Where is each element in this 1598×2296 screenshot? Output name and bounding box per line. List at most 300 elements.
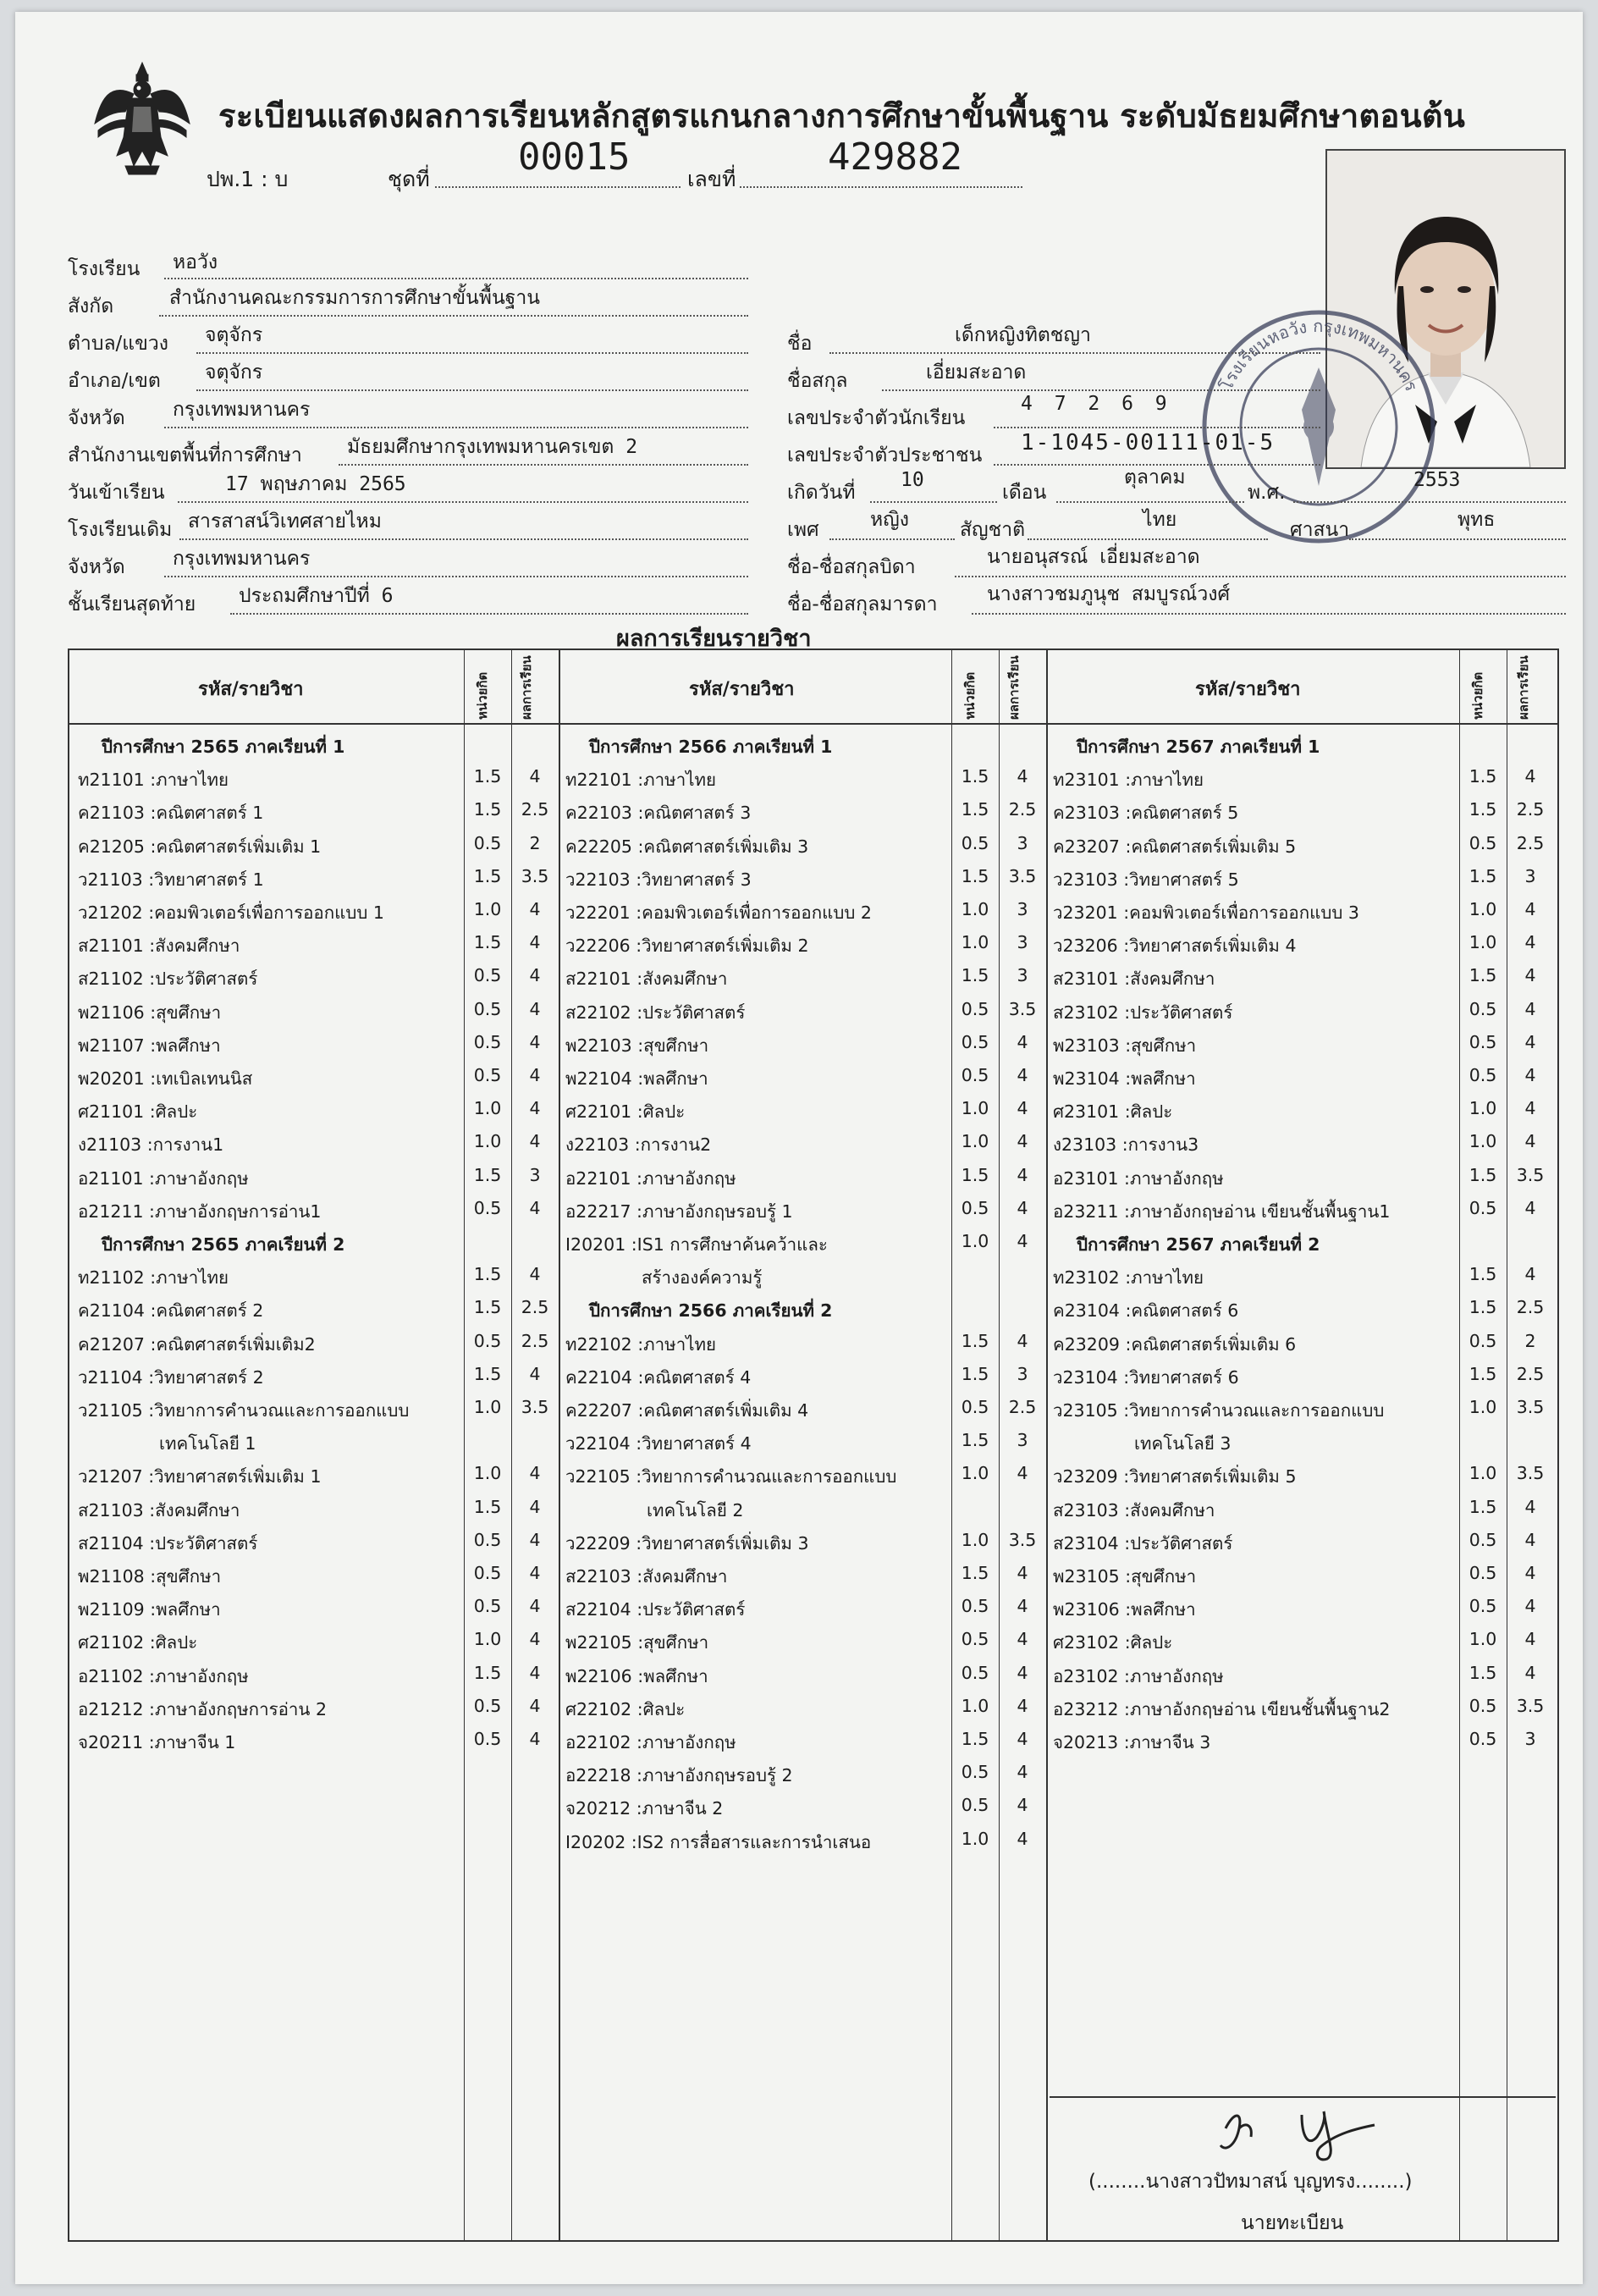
course-grade: 4 xyxy=(1017,1098,1028,1119)
enroll-date-value: 17 พฤษภาคม 2565 xyxy=(225,473,406,495)
course-code-name: ว23105 :วิทยาการคำนวณและการออกแบบ xyxy=(1053,1400,1385,1421)
course-credit: 1.5 xyxy=(961,766,989,787)
course-grade: 4 xyxy=(529,1596,541,1617)
course-credit: 0.5 xyxy=(473,1695,502,1716)
semester-heading-text: ปีการศึกษา 2565 ภาคเรียนที่ 1 xyxy=(102,737,345,757)
course-grade: 4 xyxy=(529,1363,541,1384)
course-credit: 0.5 xyxy=(1469,1596,1497,1617)
course-row xyxy=(1053,766,1556,795)
course-code-name: ส22103 :สังคมศึกษา xyxy=(565,1566,728,1587)
course-credit: 0.5 xyxy=(1469,1529,1497,1550)
course-credit: 1.5 xyxy=(473,766,502,787)
course-code-name: ท23101 :ภาษาไทย xyxy=(1053,770,1204,791)
course-code-name: ค22207 :คณิตศาสตร์เพิ่มเติม 4 xyxy=(565,1400,809,1421)
registrar-name: (........นางสาวปัทมาสน์ บุญทรง........) xyxy=(1088,2171,1413,2193)
course-credit: 0.5 xyxy=(473,998,502,1019)
course-grade: 2.5 xyxy=(1516,832,1545,853)
course-row xyxy=(1053,1198,1556,1227)
course-code-name: ง23103 :การงาน3 xyxy=(1053,1134,1199,1156)
course-grade: 3 xyxy=(1017,899,1028,919)
previous-province-value: กรุงเทพมหานคร xyxy=(173,548,311,570)
province-label: จังหวัด xyxy=(68,407,125,429)
course-row xyxy=(1053,1065,1556,1094)
birth-month-label: เดือน xyxy=(1002,482,1047,504)
course-row xyxy=(1053,1729,1556,1758)
stamp-text: โรงเรียนหอวัง กรุงเทพมหานคร xyxy=(1215,315,1422,395)
course-row xyxy=(1053,1098,1556,1127)
course-row xyxy=(565,899,1043,928)
course-row xyxy=(565,1165,1043,1194)
registrar-role: นายทะเบียน xyxy=(1241,2212,1344,2234)
course-grade: 4 xyxy=(1017,1729,1028,1749)
col3-credit-header: หน่วยกิต xyxy=(1470,671,1485,720)
mother-underline xyxy=(972,613,1566,615)
course-credit: 0.5 xyxy=(1469,1330,1497,1351)
course-code-name: อ21101 :ภาษาอังกฤษ xyxy=(78,1167,249,1189)
course-credit: 1.5 xyxy=(473,1662,502,1683)
course-grade: 4 xyxy=(1524,1529,1536,1550)
course-code-name: ว22209 :วิทยาศาสตร์เพิ่มเติม 3 xyxy=(565,1532,809,1554)
course-row xyxy=(78,1596,555,1625)
number-value: 429882 xyxy=(828,135,962,179)
course-credit: 1.5 xyxy=(473,1264,502,1285)
course-credit: 0.5 xyxy=(473,1596,502,1617)
course-grade: 4 xyxy=(1524,1563,1536,1583)
course-credit: 0.5 xyxy=(1469,998,1497,1019)
school-label: โรงเรียน xyxy=(68,258,141,280)
course-grade: 3 xyxy=(529,1164,541,1185)
father-underline xyxy=(955,576,1566,577)
course-credit: 1.5 xyxy=(1469,865,1497,886)
course-grade: 4 xyxy=(1017,1762,1028,1783)
course-row xyxy=(78,1165,555,1194)
course-grade: 2.5 xyxy=(521,799,549,820)
course-grade: 4 xyxy=(529,1098,541,1119)
col3-grade-header: ผลการเรียน xyxy=(1516,655,1531,720)
sex-underline xyxy=(829,538,955,540)
school-underline xyxy=(164,278,748,279)
course-row xyxy=(565,999,1043,1028)
course-grade: 3 xyxy=(1017,1363,1028,1384)
mother-value: นางสาวชมภูนุช สมบูรณ์วงศ์ xyxy=(987,583,1231,605)
course-grade: 2 xyxy=(1524,1330,1536,1351)
citizen-id-label: เลขประจำตัวประชาชน xyxy=(787,444,983,466)
course-grade: 4 xyxy=(1524,998,1536,1019)
course-row xyxy=(1053,1596,1556,1625)
course-grade: 4 xyxy=(1017,766,1028,787)
course-code-name: ค22104 :คณิตศาสตร์ 4 xyxy=(565,1366,752,1388)
course-code-name: พ21108 :สุขศึกษา xyxy=(78,1566,222,1587)
course-credit: 1.0 xyxy=(473,1131,502,1152)
course-row xyxy=(78,1397,555,1426)
course-credit: 0.5 xyxy=(473,1529,502,1550)
course-code-name: ง21103 :การงาน1 xyxy=(78,1134,224,1156)
course-row xyxy=(565,1729,1043,1758)
course-row xyxy=(78,1463,555,1492)
course-credit: 1.5 xyxy=(961,1430,989,1451)
course-credit: 0.5 xyxy=(961,1629,989,1650)
col2-grade-header: ผลการเรียน xyxy=(1006,655,1022,720)
course-code-name: อ22101 :ภาษาอังกฤษ xyxy=(565,1167,736,1189)
course-credit: 1.0 xyxy=(1469,1098,1497,1119)
course-grade: 3 xyxy=(1017,1430,1028,1451)
course-credit: 1.0 xyxy=(473,1629,502,1650)
course-credit: 1.0 xyxy=(961,1098,989,1119)
course-code-name: ค21103 :คณิตศาสตร์ 1 xyxy=(78,803,264,824)
course-credit: 1.5 xyxy=(961,1729,989,1749)
edu-area-value: มัธยมศึกษากรุงเทพมหานครเขต 2 xyxy=(347,436,638,458)
course-row xyxy=(565,1131,1043,1160)
course-credit: 1.0 xyxy=(961,1131,989,1152)
course-code-name: พ23103 :สุขศึกษา xyxy=(1053,1035,1197,1056)
course-code-name: I20202 :IS2 การสื่อสารและการนำเสนอ xyxy=(565,1831,872,1852)
birth-month-value: ตุลาคม xyxy=(1124,466,1186,488)
garuda-emblem-icon xyxy=(91,56,193,183)
grades-table xyxy=(68,649,1559,2242)
course-grade: 3.5 xyxy=(521,1397,549,1417)
course-code-name: พ23106 :พลศึกษา xyxy=(1053,1599,1196,1620)
course-credit: 1.0 xyxy=(473,1397,502,1417)
course-code-name: ง22103 :การงาน2 xyxy=(565,1134,712,1156)
district-value: จตุจักร xyxy=(205,362,263,384)
course-grade: 4 xyxy=(1524,932,1536,953)
nationality-value: ไทย xyxy=(1143,509,1177,531)
course-row xyxy=(78,1131,555,1160)
course-row xyxy=(78,899,555,928)
enroll-date-label: วันเข้าเรียน xyxy=(68,482,165,504)
course-credit: 1.0 xyxy=(1469,1397,1497,1417)
birth-day-label: เกิดวันที่ xyxy=(787,482,856,504)
course-grade: 3.5 xyxy=(1008,865,1037,886)
course-code-name: พ22103 :สุขศึกษา xyxy=(565,1035,709,1056)
course-code-name: อ21102 :ภาษาอังกฤษ xyxy=(78,1665,249,1686)
birth-year-underline xyxy=(1293,501,1566,503)
semester-heading-text: ปีการศึกษา 2566 ภาคเรียนที่ 1 xyxy=(589,737,833,757)
course-row xyxy=(565,965,1043,994)
religion-label: ศาสนา xyxy=(1290,519,1350,541)
course-credit: 1.5 xyxy=(1469,1264,1497,1285)
last-grade-label: ชั้นเรียนสุดท้าย xyxy=(68,593,196,615)
course-code-name: ส23103 :สังคมศึกษา xyxy=(1053,1499,1215,1521)
semester-heading xyxy=(565,733,1043,762)
course-row xyxy=(78,799,555,828)
course-grade: 4 xyxy=(529,1031,541,1052)
course-code-name: อ22102 :ภาษาอังกฤษ xyxy=(565,1732,736,1752)
course-credit: 0.5 xyxy=(1469,832,1497,853)
student-name-value: เด็กหญิงทิตชญา xyxy=(955,324,1091,346)
semester-heading xyxy=(78,1231,555,1260)
affiliation-value: สำนักงานคณะกรรมการการศึกษาขั้นพื้นฐาน xyxy=(169,287,540,309)
course-code-name: จ20211 :ภาษาจีน 1 xyxy=(78,1732,236,1752)
course-name-continuation xyxy=(78,1430,555,1459)
course-grade: 3.5 xyxy=(1516,1463,1545,1484)
course-code-name: อ23212 :ภาษาอังกฤษอ่าน เขียนชั้นพื้นฐาน2 xyxy=(1053,1698,1391,1719)
course-code-name: ว22206 :วิทยาศาสตร์เพิ่มเติม 2 xyxy=(565,936,809,957)
course-code-name: ส21101 :สังคมศึกษา xyxy=(78,936,240,957)
course-grade: 4 xyxy=(1017,1330,1028,1351)
course-credit: 1.5 xyxy=(1469,1363,1497,1384)
course-row xyxy=(565,1331,1043,1360)
course-row xyxy=(1053,833,1556,862)
course-code-name: อ21211 :ภาษาอังกฤษการอ่าน1 xyxy=(78,1200,322,1222)
course-grade: 4 xyxy=(1017,1795,1028,1816)
course-row xyxy=(1053,1497,1556,1526)
course-grade: 4 xyxy=(1524,899,1536,919)
course-credit: 0.5 xyxy=(961,1065,989,1085)
col2-divider xyxy=(1046,650,1048,2240)
semester-heading xyxy=(1053,733,1556,762)
course-row xyxy=(1053,965,1556,994)
course-code-name: ค21207 :คณิตศาสตร์เพิ่มเติม2 xyxy=(78,1333,316,1355)
course-row xyxy=(565,1198,1043,1227)
student-id-underline xyxy=(994,427,1320,428)
form-label: ปพ.1 : บ xyxy=(207,167,289,191)
course-name-continuation xyxy=(1053,1430,1556,1459)
col1-grade-header: ผลการเรียน xyxy=(519,655,534,720)
course-credit: 0.5 xyxy=(1469,1729,1497,1749)
course-code-name: เทคโนโลยี 3 xyxy=(1134,1433,1232,1454)
course-grade: 2 xyxy=(529,832,541,853)
course-code-name: พ23104 :พลศึกษา xyxy=(1053,1068,1196,1089)
course-code-name: อ21212 :ภาษาอังกฤษการอ่าน 2 xyxy=(78,1698,327,1719)
course-credit: 1.5 xyxy=(961,1330,989,1351)
course-row xyxy=(78,1530,555,1559)
course-grade: 4 xyxy=(1524,1098,1536,1119)
course-grade: 3 xyxy=(1017,965,1028,986)
course-grade: 4 xyxy=(1524,1197,1536,1218)
document-title: ระเบียนแสดงผลการเรียนหลักสูตรแกนกลางการศึกษาขั้นพื้นฐาน ระดับมัธยมศึกษาตอนต้น xyxy=(218,97,1466,135)
district-underline xyxy=(196,389,748,391)
set-label: ชุดที่ xyxy=(388,167,430,191)
course-row xyxy=(1053,1530,1556,1559)
course-code-name: ว21207 :วิทยาศาสตร์เพิ่มเติม 1 xyxy=(78,1466,322,1487)
course-name-continuation xyxy=(565,1497,1043,1526)
course-grade: 4 xyxy=(1017,1164,1028,1185)
col1-credit-header: หน่วยกิต xyxy=(475,671,490,720)
course-grade: 4 xyxy=(529,1563,541,1583)
course-credit: 1.5 xyxy=(473,1496,502,1517)
school-value: หอวัง xyxy=(173,251,218,273)
course-grade: 4 xyxy=(1524,965,1536,986)
course-grade: 2.5 xyxy=(1516,1297,1545,1318)
course-code-name: สร้างองค์ความรู้ xyxy=(642,1267,763,1289)
course-code-name: จ20212 :ภาษาจีน 2 xyxy=(565,1798,724,1819)
course-credit: 1.5 xyxy=(1469,1496,1497,1517)
course-grade: 4 xyxy=(1017,1031,1028,1052)
course-row xyxy=(78,833,555,862)
course-credit: 1.5 xyxy=(473,1363,502,1384)
course-credit: 0.5 xyxy=(1469,1695,1497,1716)
course-grade: 4 xyxy=(529,1197,541,1218)
course-grade: 4 xyxy=(1524,1596,1536,1617)
course-credit: 0.5 xyxy=(473,832,502,853)
course-grade: 4 xyxy=(529,1729,541,1749)
course-credit: 1.5 xyxy=(1469,766,1497,787)
course-grade: 4 xyxy=(1017,1563,1028,1583)
birth-year-value: 2553 xyxy=(1413,469,1461,491)
course-row xyxy=(565,932,1043,961)
course-credit: 0.5 xyxy=(473,1031,502,1052)
course-credit: 0.5 xyxy=(961,1031,989,1052)
col1-divider xyxy=(559,650,560,2240)
course-row xyxy=(1053,1165,1556,1194)
course-row xyxy=(1053,1331,1556,1360)
student-surname-underline xyxy=(882,389,1320,391)
affiliation-label: สังกัด xyxy=(68,295,114,317)
course-credit: 1.0 xyxy=(1469,1463,1497,1484)
student-id-label: เลขประจำตัวนักเรียน xyxy=(787,407,966,429)
course-credit: 0.5 xyxy=(961,1662,989,1683)
course-code-name: อ23101 :ภาษาอังกฤษ xyxy=(1053,1167,1224,1189)
course-code-name: จ20213 :ภาษาจีน 3 xyxy=(1053,1732,1211,1752)
course-row xyxy=(565,1430,1043,1459)
birth-year-label: พ.ศ. xyxy=(1248,482,1286,504)
religion-underline xyxy=(1349,538,1566,540)
course-code-name: ศ22101 :ศิลปะ xyxy=(565,1101,686,1123)
set-value: 00015 xyxy=(518,135,631,179)
course-row xyxy=(1053,1463,1556,1492)
course-credit: 1.0 xyxy=(961,1828,989,1849)
course-grade: 4 xyxy=(1524,1031,1536,1052)
course-row xyxy=(565,1098,1043,1127)
course-row xyxy=(1053,1364,1556,1393)
course-grade: 3 xyxy=(1017,832,1028,853)
course-credit: 1.5 xyxy=(1469,1297,1497,1318)
semester-heading xyxy=(565,1297,1043,1326)
student-name-label: ชื่อ xyxy=(787,333,813,355)
course-grade: 4 xyxy=(529,1131,541,1152)
birth-day-underline xyxy=(870,501,997,503)
course-credit: 1.0 xyxy=(961,1463,989,1484)
transcript-page xyxy=(15,12,1583,2284)
course-code-name: ศ21101 :ศิลปะ xyxy=(78,1101,198,1123)
course-grade: 4 xyxy=(529,1065,541,1085)
course-row xyxy=(565,1231,1043,1260)
semester-heading-text: ปีการศึกษา 2567 ภาคเรียนที่ 2 xyxy=(1077,1234,1320,1255)
edu-area-underline xyxy=(339,464,748,466)
course-grade: 3.5 xyxy=(1008,998,1037,1019)
course-row xyxy=(78,766,555,795)
course-grade: 4 xyxy=(529,1662,541,1683)
course-row xyxy=(565,1563,1043,1592)
course-credit: 0.5 xyxy=(1469,1065,1497,1085)
course-credit: 0.5 xyxy=(1469,1197,1497,1218)
course-row xyxy=(565,1463,1043,1492)
course-row xyxy=(565,1032,1043,1061)
course-grade: 4 xyxy=(529,932,541,953)
course-grade: 4 xyxy=(529,766,541,787)
citizen-id-value: 1-1045-00111-01-5 xyxy=(1021,430,1276,455)
course-code-name: พ22106 :พลศึกษา xyxy=(565,1665,708,1686)
previous-province-underline xyxy=(164,576,748,577)
enroll-date-underline xyxy=(178,501,748,503)
course-code-name: ท23102 :ภาษาไทย xyxy=(1053,1267,1204,1289)
student-id-value: 4 7 2 6 9 xyxy=(1021,393,1172,415)
course-code-name: ค23103 :คณิตศาสตร์ 5 xyxy=(1053,803,1239,824)
course-code-name: ว21105 :วิทยาการคำนวณและการออกแบบ xyxy=(78,1400,410,1421)
course-code-name: ค23207 :คณิตศาสตร์เพิ่มเติม 5 xyxy=(1053,836,1297,857)
course-credit: 0.5 xyxy=(961,1397,989,1417)
course-code-name: อ22217 :ภาษาอังกฤษรอบรู้ 1 xyxy=(565,1200,793,1222)
course-credit: 1.0 xyxy=(1469,932,1497,953)
course-credit: 0.5 xyxy=(473,1197,502,1218)
course-credit: 1.0 xyxy=(961,1695,989,1716)
course-credit: 0.5 xyxy=(473,1563,502,1583)
course-credit: 1.5 xyxy=(961,1563,989,1583)
course-row xyxy=(78,1696,555,1725)
course-code-name: ค21205 :คณิตศาสตร์เพิ่มเติม 1 xyxy=(78,836,322,857)
course-row xyxy=(565,766,1043,795)
handwritten-signature-icon xyxy=(1209,2103,1395,2162)
course-grade: 4 xyxy=(1017,1629,1028,1650)
course-grade: 4 xyxy=(1524,1629,1536,1650)
set-underline xyxy=(435,186,681,188)
course-grade: 4 xyxy=(529,1629,541,1650)
course-row xyxy=(565,1397,1043,1426)
course-credit: 1.0 xyxy=(473,899,502,919)
course-row xyxy=(1053,899,1556,928)
course-code-name: ว22104 :วิทยาศาสตร์ 4 xyxy=(565,1433,752,1454)
course-row xyxy=(78,932,555,961)
course-row xyxy=(565,866,1043,895)
nationality-underline xyxy=(1028,538,1268,540)
student-surname-label: ชื่อสกุล xyxy=(787,370,848,392)
subdistrict-underline xyxy=(196,352,748,354)
sex-label: เพศ xyxy=(787,519,819,541)
course-name-continuation xyxy=(565,1264,1043,1293)
course-credit: 1.0 xyxy=(473,1098,502,1119)
course-grade: 4 xyxy=(1017,1131,1028,1152)
course-credit: 0.5 xyxy=(961,832,989,853)
course-grade: 2.5 xyxy=(1516,799,1545,820)
course-code-name: ว21103 :วิทยาศาสตร์ 1 xyxy=(78,869,264,890)
course-code-name: ศ23102 :ศิลปะ xyxy=(1053,1632,1173,1653)
course-credit: 1.0 xyxy=(961,932,989,953)
semester-heading-text: ปีการศึกษา 2566 ภาคเรียนที่ 2 xyxy=(589,1300,833,1322)
course-row xyxy=(565,1530,1043,1559)
course-code-name: ท22101 :ภาษาไทย xyxy=(565,770,717,791)
course-row xyxy=(78,866,555,895)
course-grade: 4 xyxy=(529,899,541,919)
course-code-name: ส23104 :ประวัติศาสตร์ xyxy=(1053,1532,1233,1554)
col3-subject-header: รหัส/รายวิชา xyxy=(1195,679,1301,700)
course-grade: 4 xyxy=(1524,766,1536,787)
course-credit: 1.0 xyxy=(1469,1131,1497,1152)
course-grade: 4 xyxy=(1017,1828,1028,1849)
course-grade: 4 xyxy=(1524,1065,1536,1085)
course-row xyxy=(565,1795,1043,1824)
course-row xyxy=(565,1065,1043,1094)
course-row xyxy=(78,1563,555,1592)
course-row xyxy=(1053,1264,1556,1293)
course-row xyxy=(78,999,555,1028)
course-row xyxy=(1053,1297,1556,1326)
course-code-name: ว23103 :วิทยาศาสตร์ 5 xyxy=(1053,869,1239,890)
course-code-name: ค21104 :คณิตศาสตร์ 2 xyxy=(78,1300,264,1322)
course-credit: 0.5 xyxy=(961,998,989,1019)
course-grade: 4 xyxy=(529,1496,541,1517)
mother-label: ชื่อ-ชื่อสกุลมารดา xyxy=(787,593,938,615)
course-code-name: พ21106 :สุขศึกษา xyxy=(78,1002,222,1023)
course-code-name: ศ23101 :ศิลปะ xyxy=(1053,1101,1173,1123)
course-code-name: ว22105 :วิทยาการคำนวณและการออกแบบ xyxy=(565,1466,897,1487)
course-row xyxy=(1053,1696,1556,1725)
course-row xyxy=(1053,1629,1556,1658)
course-row xyxy=(565,1696,1043,1725)
course-code-name: ท21102 :ภาษาไทย xyxy=(78,1267,229,1289)
course-code-name: ส22102 :ประวัติศาสตร์ xyxy=(565,1002,746,1023)
course-grade: 4 xyxy=(1524,1264,1536,1285)
